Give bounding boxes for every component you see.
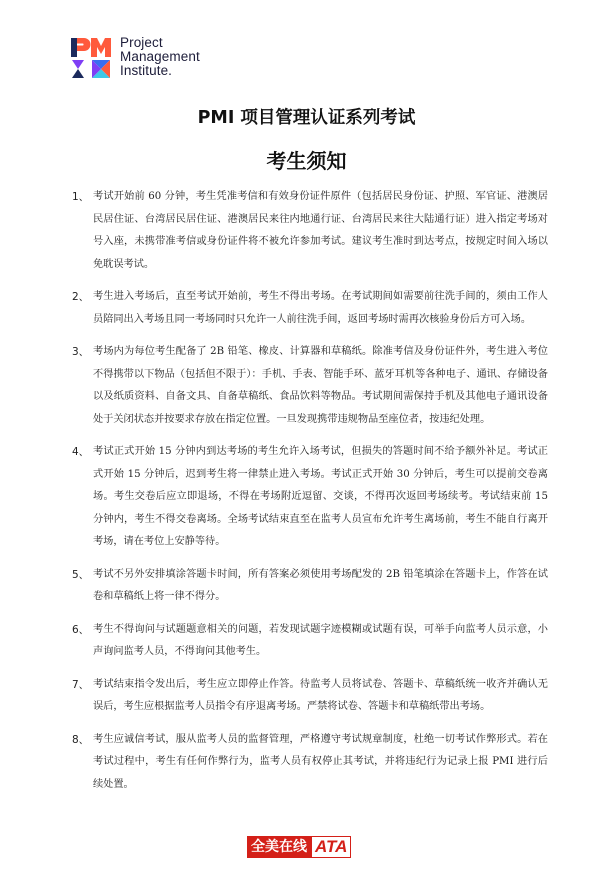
rules-list	[72, 186, 548, 796]
rule-text: 考生不得询问与试题题意相关的问题，若发现试题字迹模糊或试题有误，可举手向监考人员示意，小声询问监考人员，不得询问其他考生。	[93, 623, 548, 657]
ata-logo-cn: 全美在线	[247, 836, 311, 858]
page-header	[70, 36, 200, 80]
rule-text: 考生进入考场后，直至考试开始前，考生不得出考场。在考试期间如需要前往洗手间的，须由工作人员陪同出入考场且同一考场同时只允许一人前往洗手间，返回考场时需再次核验身份后方可入场。	[93, 291, 548, 325]
rule-number: 8、	[72, 733, 90, 746]
rule-item	[72, 674, 548, 719]
rule-text: 考试正式开始 15 分钟内到达考场的考生允许入场考试，但损失的答题时间不给予额外补足。考试正式开始 15 分钟后，迟到考生将一律禁止进入考场。考试正式开始 30 分钟后，考生可以提前交卷离场。考生交卷后应立即退场，不得在考场附近逗留、交谈，不得再次返回考场续考。考试结束前 15 分钟内，考生不得交卷离场。全场考试结束直至在监考人员宣布允许考生离场前，考生不能自行离开考场，请在考位上安静等待。	[93, 446, 548, 547]
rule-number: 4、	[72, 446, 90, 458]
rule-text: 考生应诚信考试，服从监考人员的监督管理，严格遵守考试规章制度，杜绝一切考试作弊形式。若在考试过程中，考生有任何作弊行为，监考人员有权停止其考试，并将违纪行为记录上报 PMI 进行后续处置。	[93, 733, 548, 790]
document-title: PMI 项目管理认证系列考试	[197, 108, 416, 128]
rule-text: 考试不另外安排填涂答题卡时间，所有答案必须使用考场配发的 2B 铅笔填涂在答题卡上，作答在试卷和草稿纸上将一律不得分。	[93, 568, 548, 602]
rule-item	[72, 441, 548, 554]
org-name-line-1: Project	[120, 35, 163, 50]
org-name-line-2: Management	[120, 49, 200, 64]
rule-text: 考试开始前 60 分钟，考生凭准考信和有效身份证件原件（包括居民身份证、护照、军官证、港澳居民居住证、台湾居民居住证、港澳居民来往内地通行证、台湾居民来往大陆通行证）进入指定考场对号入座，未携带准考信或身份证件将不被允许参加考试。建议考生准时到达考点，按规定时间入场以免耽误考试。	[93, 191, 548, 270]
rule-item	[72, 729, 548, 797]
rule-item	[72, 186, 548, 276]
rule-number: 1、	[72, 191, 90, 203]
document-subtitle: 考生须知	[266, 149, 347, 173]
rule-text: 考试结束指令发出后，考生应立即停止作答。待监考人员将试卷、答题卡、草稿纸统一收齐并确认无误后，考生应根据监考人员指令有序退离考场。严禁将试卷、答题卡和草稿纸带出考场。	[93, 678, 548, 712]
ata-logo-en: ATA	[311, 836, 351, 858]
rule-number: 2、	[72, 291, 90, 303]
rule-number: 6、	[72, 623, 90, 636]
rule-text: 考场内为每位考生配备了 2B 铅笔、橡皮、计算器和草稿纸。除准考信及身份证件外，考生进入考位不得携带以下物品（包括但不限于）：手机、手表、智能手环、蓝牙耳机等各种电子、通讯、存储设备以及纸质资料、自备文具、自备草稿纸、食品饮料等物品。考试期间需保持手机及其他电子通讯设备处于关闭状态并按要求存放在指定位置。一旦发现携带违规物品至座位者，按违纪处理。	[93, 346, 548, 425]
rule-item	[72, 564, 548, 609]
rule-item	[72, 619, 548, 664]
pmi-logo-icon	[70, 36, 114, 80]
rule-number: 7、	[72, 678, 90, 691]
rule-number: 5、	[72, 568, 90, 581]
org-name	[120, 36, 200, 78]
rule-item	[72, 341, 548, 431]
org-name-line-3: Institute.	[120, 63, 173, 78]
rule-number: 3、	[72, 346, 90, 358]
rule-item	[72, 286, 548, 331]
ata-logo	[247, 836, 351, 858]
